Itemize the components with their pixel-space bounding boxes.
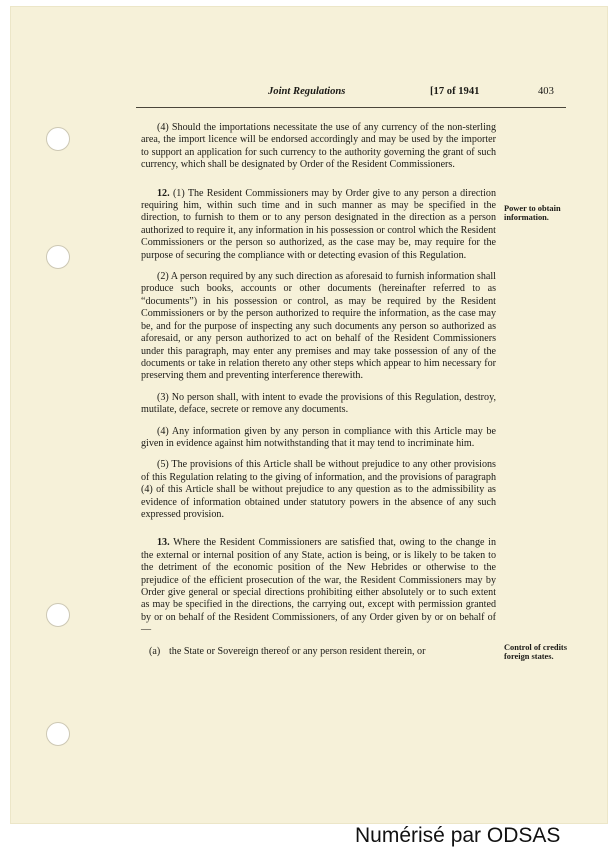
margin-note-article-13: Control of credits foreign states.	[504, 643, 567, 661]
article-13-number: 13.	[157, 537, 170, 549]
page-header	[10, 86, 608, 102]
article-13-text: Where the Resident Commissioners are satisfied that, owing to the change in the external or internal position of any State, action is being, or is likely to be taken to the detriment of the economic position of the New Hebrides or otherwise to the prejudice of the efficient prosecution of the war, the Resident Commissioners may by Order give general or special directions prohibiting either absolutely or to such extent as may be specified in the directions, the carrying out, except with permission granted by or on behalf of the Resident Commissioners, of any Order given by or on behalf of—	[141, 537, 496, 636]
item-a-text: the State or Sovereign thereof or any person resident therein, or	[169, 645, 426, 657]
article-12-paragraph-2: (2) A person required by any such direction as aforesaid to furnish information shall produce such books, accounts or other documents (hereinafter referred to as “documents”) in his possession or control, as may be required by the Resident Commissioners or by the person authorized to require the information, as the case may be, and for the purpose of inspecting any such documents any person so authorized as aforesaid, or any person authorized to act on behalf of the Resident Commissioners under this paragraph, may enter any premises and may take possession of any of the documents or take in relation thereto any other steps which appear to him necessary for preserving them and preventing interference therewith.	[141, 271, 496, 382]
item-a-label: (a)	[149, 645, 161, 657]
header-rule	[136, 107, 566, 108]
ordinance-reference: [17 of 1941	[430, 86, 480, 97]
binder-hole	[46, 127, 70, 151]
paragraph-4-currency: (4) Should the importations necessitate the use of any currency of the non-sterling area, the import licence will be endorsed accordingly and may be used by the importer to support an application for such currency to the authority governing the grant of such currency, which shall be designated by Order of the Resident Commissioners.	[141, 122, 496, 171]
running-title: Joint Regulations	[268, 86, 346, 97]
digitization-watermark: Numérisé par ODSAS	[355, 824, 561, 847]
binder-hole	[46, 722, 70, 746]
article-12-paragraph-1	[141, 188, 496, 262]
article-13-paragraph	[141, 537, 496, 636]
document-page	[10, 6, 608, 824]
article-12-paragraph-5: (5) The provisions of this Article shall be without prejudice to any other provisions of this Regulation relating to the giving of information, and the provisions of paragraph (4) of this Article shall be without prejudice to any question as to the admissibility as evidence of information obtained under statutory powers in the absence of any such expressed provision.	[141, 459, 496, 520]
article-13-item-a	[141, 646, 496, 658]
article-12-number: 12.	[157, 187, 170, 199]
margin-note-article-12: Power to obtain information.	[504, 204, 561, 222]
article-12-text: (1) The Resident Commissioners may by Order give to any person a direction requiring him, within such time and in such manner as may be specified in the direction, to furnish to them or to any person designated in the direction as a person authorized to require it, any information in his possession or control which the Resident Commissioners or the person so authorized, as the case may be, may require for the purpose of securing the compliance with or detecting evasion of this Regulation.	[141, 187, 496, 261]
binder-hole	[46, 245, 70, 269]
article-12-paragraph-3: (3) No person shall, with intent to evade the provisions of this Regulation, destroy, mutilate, deface, secrete or remove any documents.	[141, 391, 496, 416]
document-body	[141, 122, 496, 658]
binder-hole	[46, 603, 70, 627]
page-number: 403	[538, 86, 554, 97]
article-12-paragraph-4: (4) Any information given by any person in compliance with this Article may be given in evidence against him notwithstanding that it may tend to incriminate him.	[141, 425, 496, 449]
